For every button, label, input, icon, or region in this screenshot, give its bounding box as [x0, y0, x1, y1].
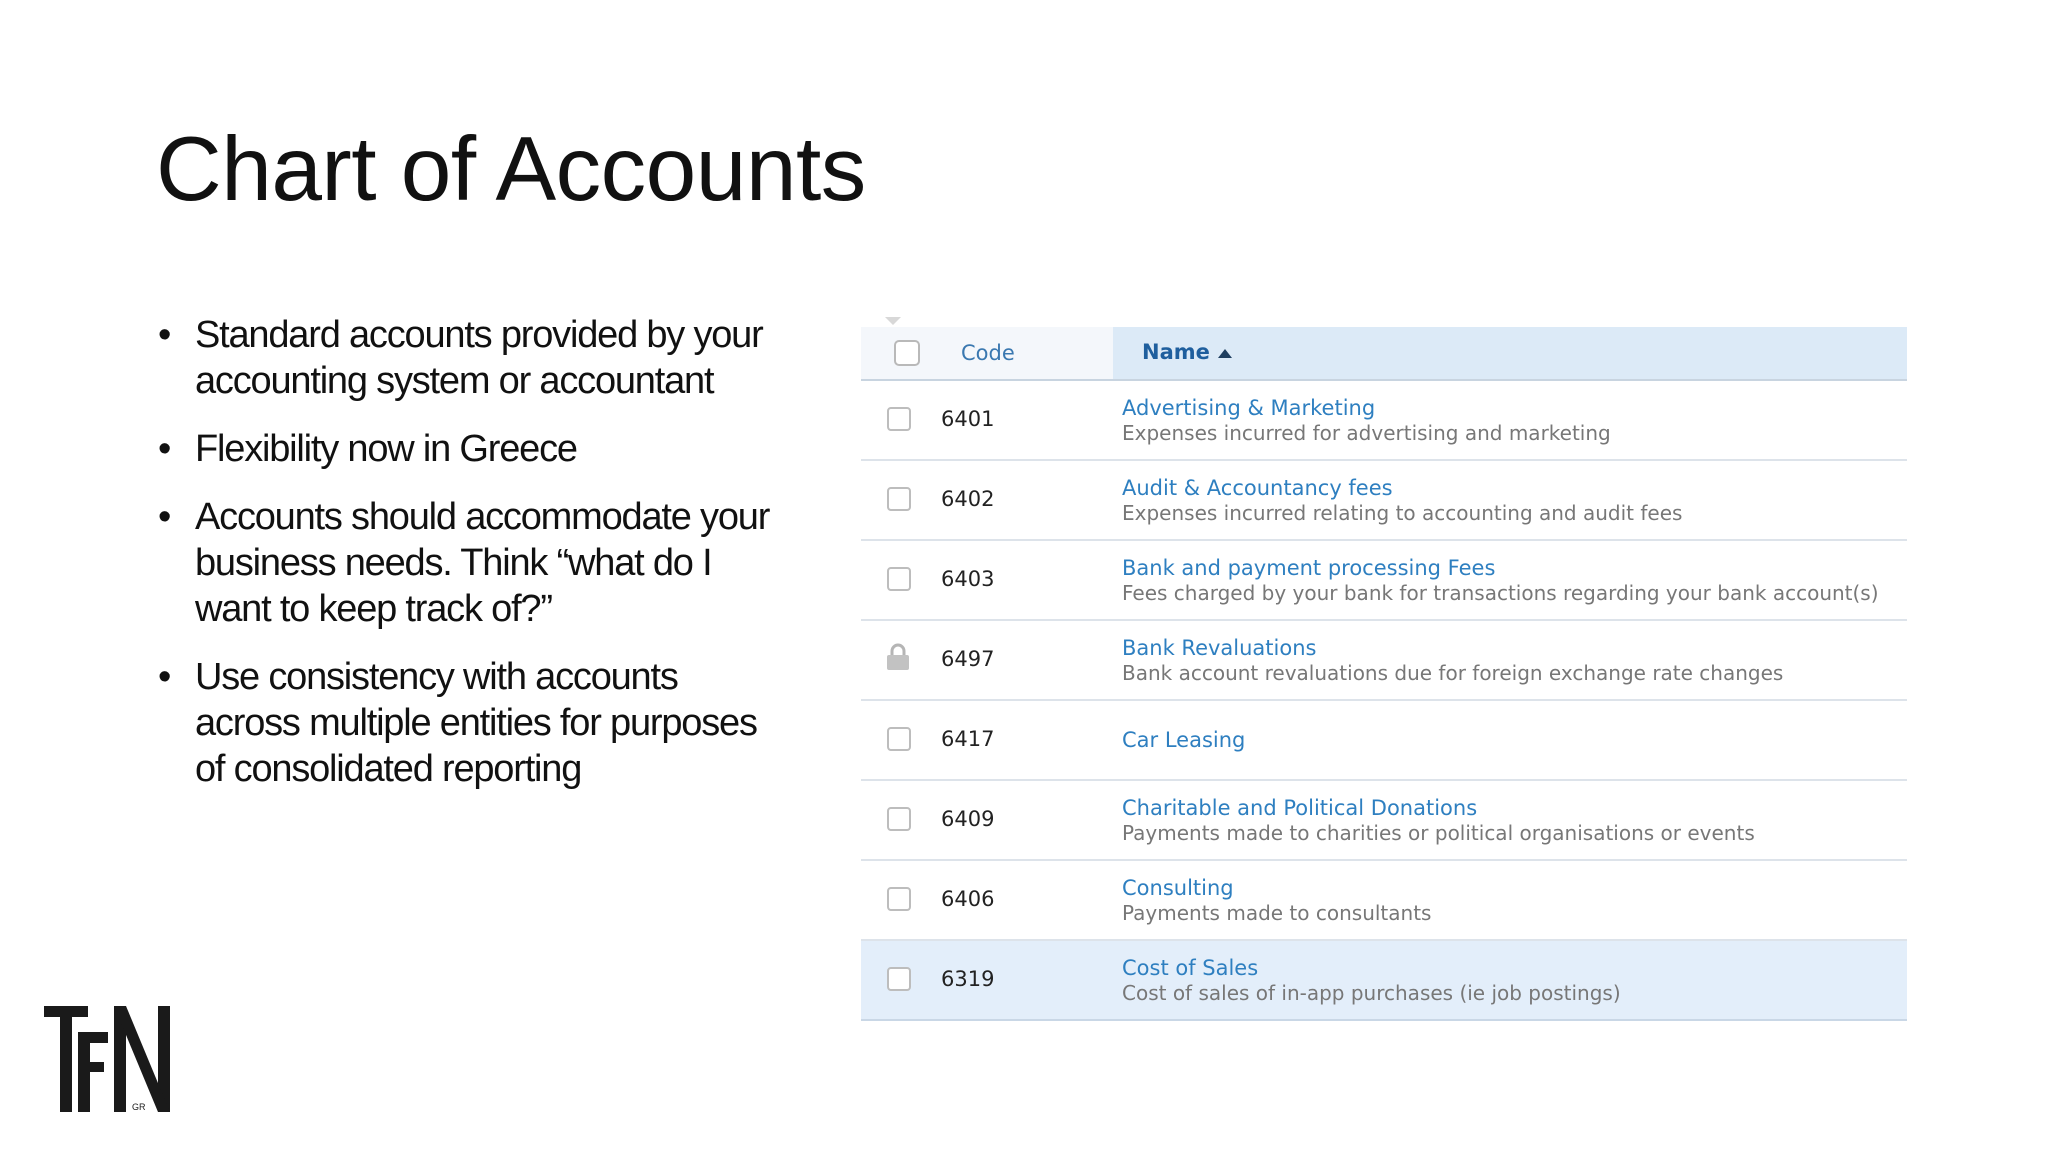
- bullet-dot: •: [158, 656, 172, 698]
- table-row[interactable]: [861, 781, 1907, 861]
- tfn-logo: [44, 1006, 170, 1112]
- bullet-dot: •: [158, 496, 172, 538]
- row-checkbox[interactable]: [887, 567, 911, 591]
- accounts-table: [861, 327, 1907, 1021]
- bullet-dot: •: [158, 314, 172, 356]
- account-name-link[interactable]: Bank Revaluations: [1122, 636, 1317, 660]
- table-row[interactable]: [861, 941, 1907, 1021]
- sort-ascending-icon: [1218, 349, 1232, 358]
- bullet-item: [150, 312, 780, 404]
- bullet-line: want to keep track of?”: [195, 588, 552, 630]
- row-checkbox[interactable]: [887, 407, 911, 431]
- bullet-line: Accounts should accommodate your: [195, 496, 770, 538]
- row-checkbox[interactable]: [887, 967, 911, 991]
- row-checkbox[interactable]: [887, 487, 911, 511]
- caret-down-icon[interactable]: [885, 317, 901, 325]
- bullet-item: [150, 494, 780, 632]
- lock-icon: [885, 643, 911, 671]
- account-name-link[interactable]: Audit & Accountancy fees: [1122, 476, 1393, 500]
- account-code: 6409: [941, 807, 995, 831]
- account-description: Cost of sales of in-app purchases (ie job postings): [1122, 981, 1621, 1005]
- bullet-line: Flexibility now in Greece: [195, 428, 577, 470]
- account-name-link[interactable]: Car Leasing: [1122, 728, 1246, 752]
- table-row[interactable]: [861, 621, 1907, 701]
- account-description: Payments made to charities or political organisations or events: [1122, 821, 1755, 845]
- bullet-line: of consolidated reporting: [195, 748, 582, 790]
- account-description: Expenses incurred for advertising and marketing: [1122, 421, 1611, 445]
- account-name-link[interactable]: Bank and payment processing Fees: [1122, 556, 1496, 580]
- table-row[interactable]: [861, 861, 1907, 941]
- account-code: 6401: [941, 407, 995, 431]
- account-description: Fees charged by your bank for transactions regarding your bank account(s): [1122, 581, 1879, 605]
- bullet-line: Use consistency with accounts: [195, 656, 678, 698]
- row-checkbox[interactable]: [887, 807, 911, 831]
- table-row[interactable]: [861, 541, 1907, 621]
- bullet-line: accounting system or accountant: [195, 360, 714, 402]
- table-body: [861, 381, 1907, 1021]
- table-row[interactable]: [861, 381, 1907, 461]
- bullet-line: across multiple entities for purposes: [195, 702, 757, 744]
- account-name-link[interactable]: Consulting: [1122, 876, 1234, 900]
- account-description: Expenses incurred relating to accounting and audit fees: [1122, 501, 1683, 525]
- account-description: Bank account revaluations due for foreign exchange rate changes: [1122, 661, 1784, 685]
- bullet-item: [150, 654, 780, 792]
- account-code: 6402: [941, 487, 995, 511]
- account-name-link[interactable]: Advertising & Marketing: [1122, 396, 1376, 420]
- select-all-checkbox[interactable]: [894, 340, 920, 366]
- bullet-line: Standard accounts provided by your: [195, 314, 763, 356]
- svg-text:GR: GR: [132, 1102, 146, 1112]
- account-code: 6417: [941, 727, 995, 751]
- bullet-line: business needs. Think “what do I: [195, 542, 712, 584]
- account-name-link[interactable]: Charitable and Political Donations: [1122, 796, 1478, 820]
- table-header: [861, 327, 1907, 381]
- code-column-header[interactable]: Code: [961, 341, 1015, 365]
- table-row[interactable]: [861, 461, 1907, 541]
- name-column-label: Name: [1142, 340, 1210, 364]
- bullet-dot: •: [158, 428, 172, 470]
- account-code: 6497: [941, 647, 995, 671]
- bullet-list: [150, 312, 780, 814]
- account-code: 6319: [941, 967, 995, 991]
- account-description: Payments made to consultants: [1122, 901, 1432, 925]
- account-name-link[interactable]: Cost of Sales: [1122, 956, 1259, 980]
- account-code: 6403: [941, 567, 995, 591]
- row-checkbox[interactable]: [887, 887, 911, 911]
- table-row[interactable]: [861, 701, 1907, 781]
- bullet-item: [150, 426, 780, 472]
- name-column-header[interactable]: [1142, 340, 1232, 364]
- row-checkbox[interactable]: [887, 727, 911, 751]
- slide-title: Chart of Accounts: [156, 119, 866, 220]
- account-code: 6406: [941, 887, 995, 911]
